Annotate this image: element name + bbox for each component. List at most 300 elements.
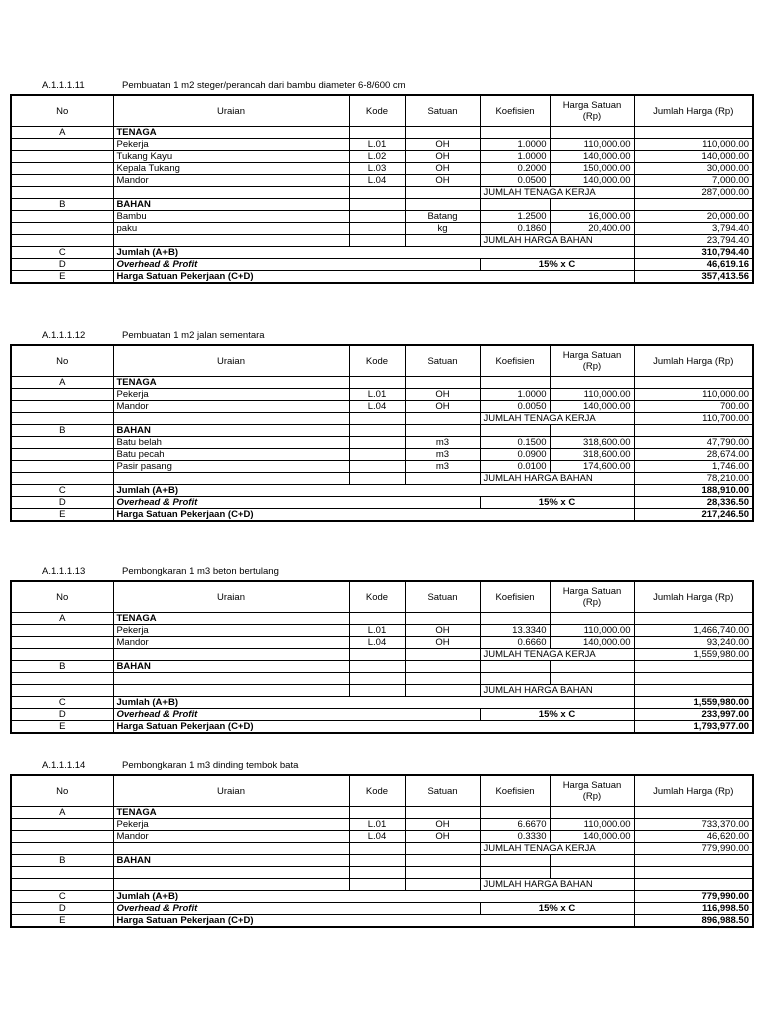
- item-harga-satuan: 150,000.00: [550, 163, 634, 175]
- overhead-d-row: [11, 709, 753, 721]
- empty-cell: [405, 187, 480, 199]
- empty-cell: [405, 413, 480, 425]
- empty-cell: [405, 855, 480, 867]
- tenaga-label: TENAGA: [113, 613, 349, 625]
- empty-cell: [405, 879, 480, 891]
- overhead-d-value: 46,619.16: [634, 259, 753, 271]
- item-harga-satuan: 110,000.00: [550, 625, 634, 637]
- section-header: [10, 80, 752, 94]
- empty-cell: [11, 673, 113, 685]
- section-code: A.1.1.1.12: [42, 330, 86, 341]
- item-kode: L.04: [349, 401, 405, 413]
- empty-cell: [113, 879, 349, 891]
- header-koefisien: Koefisien: [480, 775, 550, 807]
- bahan-item-row: [11, 461, 753, 473]
- overhead-label: Overhead & Profit: [113, 903, 480, 915]
- empty-cell: [349, 199, 405, 211]
- jumlah-ab-label: Jumlah (A+B): [113, 697, 634, 709]
- section-title: Pembongkaran 1 m3 beton bertulang: [122, 566, 279, 577]
- jumlah-ab-label: Jumlah (A+B): [113, 485, 634, 497]
- item-koefisien: 0.6660: [480, 637, 550, 649]
- total-e-value: 217,246.50: [634, 509, 753, 522]
- empty-cell: [349, 425, 405, 437]
- item-jumlah-harga: 47,790.00: [634, 437, 753, 449]
- analysis-table: [10, 580, 754, 734]
- table-body: [11, 95, 753, 283]
- item-jumlah-harga: 93,240.00: [634, 637, 753, 649]
- jumlah-ab-label: Jumlah (A+B): [113, 891, 634, 903]
- empty-cell: [550, 199, 634, 211]
- item-satuan: m3: [405, 449, 480, 461]
- jumlah-bahan-label: JUMLAH HARGA BAHAN: [480, 685, 634, 697]
- row-label-d: D: [11, 903, 113, 915]
- empty-cell: [550, 377, 634, 389]
- item-kode: L.04: [349, 175, 405, 187]
- item-kode: [349, 461, 405, 473]
- table-body: [11, 345, 753, 521]
- header-uraian: Uraian: [113, 95, 349, 127]
- item-harga-satuan: 110,000.00: [550, 819, 634, 831]
- item-name: Batu pecah: [113, 449, 349, 461]
- empty-cell: [11, 461, 113, 473]
- row-label-c: C: [11, 697, 113, 709]
- item-kode: [349, 223, 405, 235]
- item-harga-satuan: 318,600.00: [550, 449, 634, 461]
- header-row: [11, 775, 753, 807]
- analysis-table: [10, 344, 754, 522]
- item-kode: L.01: [349, 139, 405, 151]
- tenaga-item-row: [11, 163, 753, 175]
- item-harga-satuan: 140,000.00: [550, 637, 634, 649]
- analysis-table: [10, 774, 754, 928]
- item-jumlah-harga: 46,620.00: [634, 831, 753, 843]
- row-label-e: E: [11, 915, 113, 928]
- item-kode: L.04: [349, 831, 405, 843]
- empty-cell: [11, 413, 113, 425]
- bahan-heading-row: [11, 199, 753, 211]
- bahan-label: BAHAN: [113, 199, 349, 211]
- item-harga-satuan: 20,400.00: [550, 223, 634, 235]
- header-harga-satuan: Harga Satuan (Rp): [550, 345, 634, 377]
- item-koefisien: 0.0900: [480, 449, 550, 461]
- empty-cell: [634, 855, 753, 867]
- empty-cell: [634, 673, 753, 685]
- header-harga-satuan: Harga Satuan (Rp): [550, 775, 634, 807]
- header-kode: Kode: [349, 581, 405, 613]
- item-harga-satuan: 110,000.00: [550, 389, 634, 401]
- empty-cell: [480, 127, 550, 139]
- section-code: A.1.1.1.14: [42, 760, 86, 771]
- jumlah-tenaga-value: 1,559,980.00: [634, 649, 753, 661]
- tenaga-label: TENAGA: [113, 807, 349, 819]
- item-name: Bambu: [113, 211, 349, 223]
- row-label-a: A: [11, 613, 113, 625]
- header-kode: Kode: [349, 775, 405, 807]
- empty-cell: [634, 377, 753, 389]
- harga-satuan-pekerjaan-label: Harga Satuan Pekerjaan (C+D): [113, 271, 634, 284]
- empty-cell: [11, 867, 113, 879]
- item-kode: L.01: [349, 389, 405, 401]
- empty-cell: [349, 673, 405, 685]
- row-label-d: D: [11, 497, 113, 509]
- tenaga-heading-row: [11, 613, 753, 625]
- empty-cell: [634, 661, 753, 673]
- section-title: Pembuatan 1 m2 jalan sementara: [122, 330, 265, 341]
- overhead-d-value: 28,336.50: [634, 497, 753, 509]
- empty-cell: [634, 199, 753, 211]
- total-e-value: 357,413.56: [634, 271, 753, 284]
- tenaga-item-row: [11, 819, 753, 831]
- total-c-value: 1,559,980.00: [634, 697, 753, 709]
- item-koefisien: 0.1500: [480, 437, 550, 449]
- bahan-item-row: [11, 449, 753, 461]
- item-kode: L.01: [349, 625, 405, 637]
- header-row: [11, 95, 753, 127]
- empty-cell: [11, 389, 113, 401]
- bahan-label: BAHAN: [113, 661, 349, 673]
- item-kode: L.03: [349, 163, 405, 175]
- total-c-row: [11, 485, 753, 497]
- row-label-c: C: [11, 247, 113, 259]
- item-koefisien: 1.0000: [480, 139, 550, 151]
- item-harga-satuan: 140,000.00: [550, 175, 634, 187]
- empty-cell: [405, 377, 480, 389]
- tenaga-item-row: [11, 831, 753, 843]
- empty-cell: [113, 413, 349, 425]
- item-name: Pekerja: [113, 625, 349, 637]
- item-kode: L.01: [349, 819, 405, 831]
- table-body: [11, 775, 753, 927]
- tenaga-item-row: [11, 175, 753, 187]
- row-label-e: E: [11, 509, 113, 522]
- analysis-section-12: [10, 330, 752, 522]
- item-koefisien: 0.1860: [480, 223, 550, 235]
- header-harga-satuan: Harga Satuan (Rp): [550, 581, 634, 613]
- empty-cell: [634, 867, 753, 879]
- empty-cell: [349, 413, 405, 425]
- row-label-b: B: [11, 199, 113, 211]
- total-e-row: [11, 721, 753, 734]
- empty-cell: [480, 807, 550, 819]
- item-satuan: OH: [405, 175, 480, 187]
- header-jumlah-harga: Jumlah Harga (Rp): [634, 775, 753, 807]
- empty-cell: [634, 613, 753, 625]
- item-harga-satuan: 110,000.00: [550, 139, 634, 151]
- total-e-value: 1,793,977.00: [634, 721, 753, 734]
- jumlah-tenaga-value: 110,700.00: [634, 413, 753, 425]
- empty-cell: [11, 625, 113, 637]
- item-jumlah-harga: 110,000.00: [634, 139, 753, 151]
- item-jumlah-harga: 28,674.00: [634, 449, 753, 461]
- header-row: [11, 345, 753, 377]
- overhead-percent: 15% x C: [480, 709, 634, 721]
- item-harga-satuan: 174,600.00: [550, 461, 634, 473]
- empty-cell: [480, 425, 550, 437]
- section-code: A.1.1.1.11: [42, 80, 85, 91]
- row-label-b: B: [11, 425, 113, 437]
- empty-cell: [480, 377, 550, 389]
- empty-cell: [113, 649, 349, 661]
- empty-cell: [11, 163, 113, 175]
- overhead-d-value: 116,998.50: [634, 903, 753, 915]
- tenaga-subtotal-row: [11, 413, 753, 425]
- empty-cell: [349, 473, 405, 485]
- empty-cell: [550, 661, 634, 673]
- item-jumlah-harga: 3,794.40: [634, 223, 753, 235]
- overhead-percent: 15% x C: [480, 903, 634, 915]
- empty-cell: [349, 855, 405, 867]
- item-koefisien: 0.0100: [480, 461, 550, 473]
- item-koefisien: 1.0000: [480, 389, 550, 401]
- row-label-a: A: [11, 377, 113, 389]
- item-jumlah-harga: 1,466,740.00: [634, 625, 753, 637]
- bahan-subtotal-row: [11, 879, 753, 891]
- item-koefisien: 1.2500: [480, 211, 550, 223]
- jumlah-bahan-value: 23,794.40: [634, 235, 753, 247]
- header-uraian: Uraian: [113, 775, 349, 807]
- item-jumlah-harga: 140,000.00: [634, 151, 753, 163]
- tenaga-item-row: [11, 625, 753, 637]
- overhead-label: Overhead & Profit: [113, 709, 480, 721]
- total-c-value: 188,910.00: [634, 485, 753, 497]
- item-kode: [349, 437, 405, 449]
- item-harga-satuan: 140,000.00: [550, 151, 634, 163]
- empty-cell: [11, 437, 113, 449]
- item-jumlah-harga: 700.00: [634, 401, 753, 413]
- empty-cell: [113, 187, 349, 199]
- item-satuan: OH: [405, 401, 480, 413]
- empty-cell: [113, 235, 349, 247]
- tenaga-subtotal-row: [11, 649, 753, 661]
- item-satuan: OH: [405, 625, 480, 637]
- empty-cell: [11, 685, 113, 697]
- tenaga-item-row: [11, 389, 753, 401]
- total-c-row: [11, 891, 753, 903]
- item-satuan: OH: [405, 819, 480, 831]
- bahan-item-row: [11, 223, 753, 235]
- empty-cell: [550, 127, 634, 139]
- jumlah-tenaga-label: JUMLAH TENAGA KERJA: [480, 649, 634, 661]
- overhead-label: Overhead & Profit: [113, 497, 480, 509]
- overhead-d-row: [11, 903, 753, 915]
- section-title: Pembuatan 1 m2 steger/perancah dari bambu diameter 6-8/600 cm: [122, 80, 406, 91]
- empty-cell: [113, 867, 349, 879]
- header-uraian: Uraian: [113, 345, 349, 377]
- row-label-d: D: [11, 259, 113, 271]
- row-label-a: A: [11, 127, 113, 139]
- row-label-c: C: [11, 485, 113, 497]
- item-name: Kepala Tukang: [113, 163, 349, 175]
- header-no: No: [11, 345, 113, 377]
- header-koefisien: Koefisien: [480, 95, 550, 127]
- analysis-section-13: [10, 566, 752, 734]
- item-kode: [349, 211, 405, 223]
- empty-cell: [405, 807, 480, 819]
- empty-cell: [11, 819, 113, 831]
- header-jumlah-harga: Jumlah Harga (Rp): [634, 581, 753, 613]
- item-koefisien: 1.0000: [480, 151, 550, 163]
- item-koefisien: 13.3340: [480, 625, 550, 637]
- jumlah-bahan-label: JUMLAH HARGA BAHAN: [480, 473, 634, 485]
- empty-cell: [11, 139, 113, 151]
- harga-satuan-pekerjaan-label: Harga Satuan Pekerjaan (C+D): [113, 721, 634, 734]
- item-name: Batu belah: [113, 437, 349, 449]
- item-koefisien: 0.0500: [480, 175, 550, 187]
- empty-cell: [11, 831, 113, 843]
- jumlah-bahan-label: JUMLAH HARGA BAHAN: [480, 879, 634, 891]
- harga-satuan-pekerjaan-label: Harga Satuan Pekerjaan (C+D): [113, 915, 634, 928]
- empty-cell: [550, 807, 634, 819]
- empty-cell: [11, 649, 113, 661]
- jumlah-bahan-label: JUMLAH HARGA BAHAN: [480, 235, 634, 247]
- jumlah-tenaga-value: 287,000.00: [634, 187, 753, 199]
- item-name: Pekerja: [113, 819, 349, 831]
- overhead-label: Overhead & Profit: [113, 259, 480, 271]
- bahan-heading-row: [11, 425, 753, 437]
- item-satuan: OH: [405, 637, 480, 649]
- header-jumlah-harga: Jumlah Harga (Rp): [634, 95, 753, 127]
- empty-cell: [349, 843, 405, 855]
- analysis-section-11: [10, 80, 752, 284]
- item-name: Mandor: [113, 637, 349, 649]
- tenaga-subtotal-row: [11, 843, 753, 855]
- empty-cell: [550, 673, 634, 685]
- header-satuan: Satuan: [405, 345, 480, 377]
- overhead-d-row: [11, 259, 753, 271]
- header-jumlah-harga: Jumlah Harga (Rp): [634, 345, 753, 377]
- jumlah-tenaga-label: JUMLAH TENAGA KERJA: [480, 843, 634, 855]
- overhead-percent: 15% x C: [480, 497, 634, 509]
- tenaga-item-row: [11, 401, 753, 413]
- item-name: Mandor: [113, 831, 349, 843]
- item-harga-satuan: 140,000.00: [550, 831, 634, 843]
- header-satuan: Satuan: [405, 95, 480, 127]
- tenaga-subtotal-row: [11, 187, 753, 199]
- empty-cell: [11, 473, 113, 485]
- header-no: No: [11, 775, 113, 807]
- bahan-heading-row: [11, 661, 753, 673]
- empty-cell: [480, 867, 550, 879]
- bahan-label: BAHAN: [113, 425, 349, 437]
- tenaga-item-row: [11, 139, 753, 151]
- header-satuan: Satuan: [405, 581, 480, 613]
- item-harga-satuan: 318,600.00: [550, 437, 634, 449]
- bahan-item-row: [11, 437, 753, 449]
- empty-cell: [405, 199, 480, 211]
- empty-cell: [11, 223, 113, 235]
- empty-cell: [113, 673, 349, 685]
- empty-cell: [634, 425, 753, 437]
- item-name: Pekerja: [113, 389, 349, 401]
- tenaga-item-row: [11, 637, 753, 649]
- empty-cell: [11, 401, 113, 413]
- tenaga-heading-row: [11, 807, 753, 819]
- header-kode: Kode: [349, 345, 405, 377]
- item-jumlah-harga: 733,370.00: [634, 819, 753, 831]
- empty-cell: [550, 613, 634, 625]
- header-uraian: Uraian: [113, 581, 349, 613]
- tenaga-heading-row: [11, 127, 753, 139]
- jumlah-tenaga-label: JUMLAH TENAGA KERJA: [480, 413, 634, 425]
- header-row: [11, 581, 753, 613]
- empty-cell: [634, 807, 753, 819]
- item-koefisien: 0.2000: [480, 163, 550, 175]
- row-label-e: E: [11, 271, 113, 284]
- bahan-subtotal-row: [11, 685, 753, 697]
- empty-cell: [550, 425, 634, 437]
- empty-cell: [405, 673, 480, 685]
- tenaga-item-row: [11, 151, 753, 163]
- section-header: [10, 760, 752, 774]
- row-label-b: B: [11, 855, 113, 867]
- empty-cell: [11, 843, 113, 855]
- analysis-section-14: [10, 760, 752, 928]
- empty-cell: [11, 211, 113, 223]
- row-label-d: D: [11, 709, 113, 721]
- item-name: Pekerja: [113, 139, 349, 151]
- item-satuan: m3: [405, 461, 480, 473]
- empty-cell: [113, 843, 349, 855]
- jumlah-tenaga-label: JUMLAH TENAGA KERJA: [480, 187, 634, 199]
- empty-cell: [480, 661, 550, 673]
- empty-cell: [349, 685, 405, 697]
- total-c-row: [11, 247, 753, 259]
- item-jumlah-harga: 20,000.00: [634, 211, 753, 223]
- item-koefisien: 6.6670: [480, 819, 550, 831]
- item-harga-satuan: 140,000.00: [550, 401, 634, 413]
- item-kode: L.04: [349, 637, 405, 649]
- jumlah-bahan-value: [634, 685, 753, 697]
- empty-cell: [349, 807, 405, 819]
- total-c-value: 779,990.00: [634, 891, 753, 903]
- empty-cell: [11, 151, 113, 163]
- empty-cell: [405, 843, 480, 855]
- total-e-row: [11, 509, 753, 522]
- item-jumlah-harga: 7,000.00: [634, 175, 753, 187]
- item-satuan: OH: [405, 831, 480, 843]
- item-satuan: OH: [405, 139, 480, 151]
- empty-cell: [405, 235, 480, 247]
- item-name: Mandor: [113, 175, 349, 187]
- empty-cell: [11, 175, 113, 187]
- harga-satuan-pekerjaan-label: Harga Satuan Pekerjaan (C+D): [113, 509, 634, 522]
- row-label-e: E: [11, 721, 113, 734]
- overhead-d-value: 233,997.00: [634, 709, 753, 721]
- item-jumlah-harga: 1,746.00: [634, 461, 753, 473]
- item-kode: L.02: [349, 151, 405, 163]
- empty-cell: [405, 473, 480, 485]
- item-name: paku: [113, 223, 349, 235]
- empty-cell: [349, 127, 405, 139]
- total-c-row: [11, 697, 753, 709]
- empty-cell: [480, 673, 550, 685]
- empty-row: [11, 867, 753, 879]
- empty-cell: [349, 879, 405, 891]
- section-title: Pembongkaran 1 m3 dinding tembok bata: [122, 760, 299, 771]
- table-body: [11, 581, 753, 733]
- item-satuan: kg: [405, 223, 480, 235]
- item-satuan: m3: [405, 437, 480, 449]
- overhead-percent: 15% x C: [480, 259, 634, 271]
- empty-cell: [349, 377, 405, 389]
- empty-cell: [11, 879, 113, 891]
- empty-cell: [11, 187, 113, 199]
- empty-cell: [405, 127, 480, 139]
- empty-cell: [405, 867, 480, 879]
- item-name: Tukang Kayu: [113, 151, 349, 163]
- empty-cell: [550, 867, 634, 879]
- bahan-label: BAHAN: [113, 855, 349, 867]
